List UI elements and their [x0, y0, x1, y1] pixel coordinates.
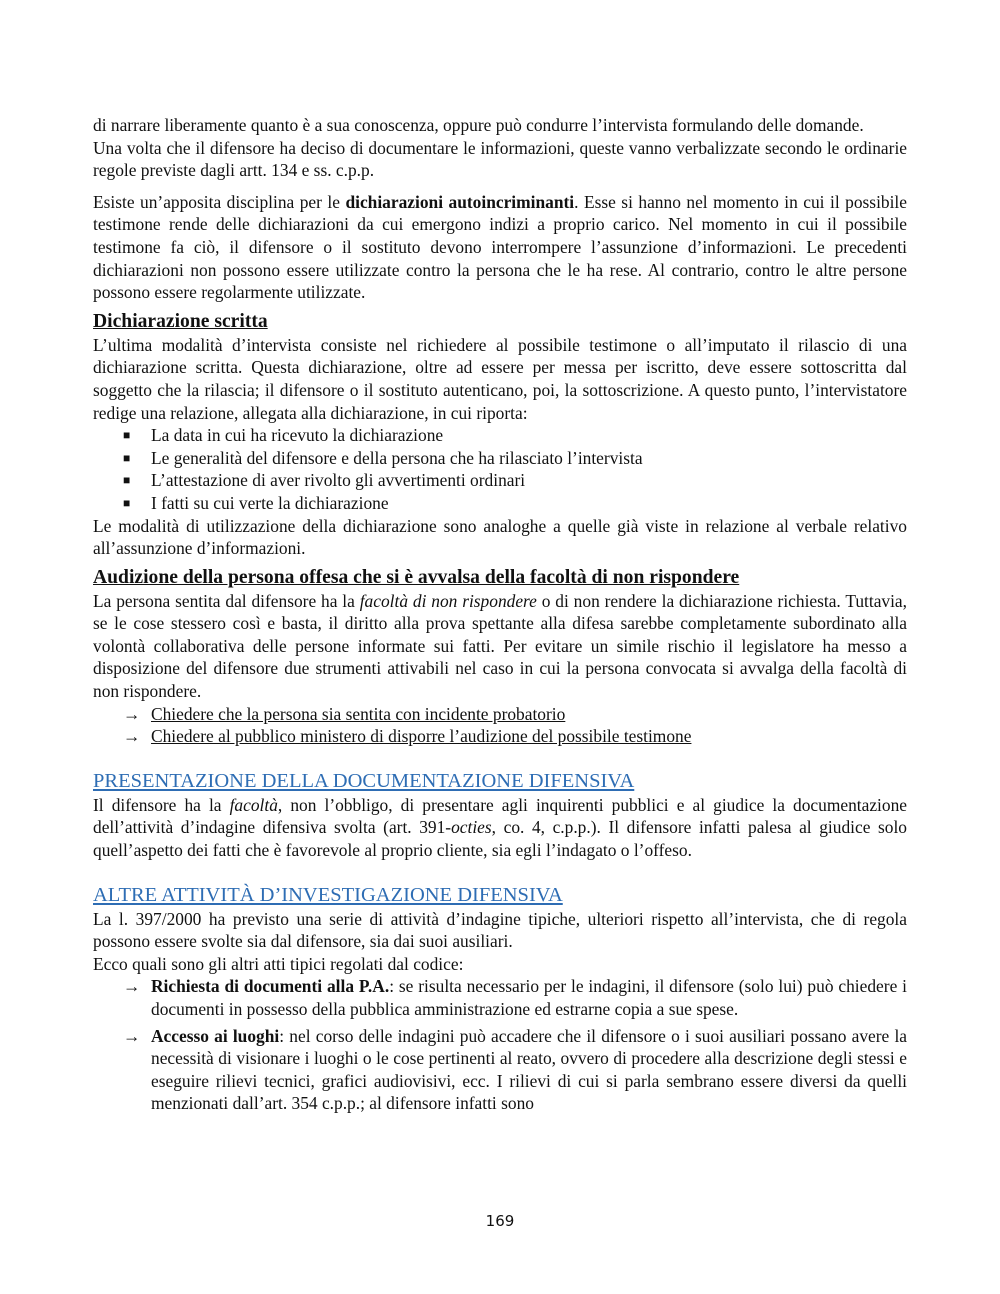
list-item: → Accesso ai luoghi: nel corso delle indagini può accadere che il difensore o i suoi ausiliari possano avere la necessità di visionare i luoghi o le cose pertinenti al reato, ovvero di procedere alla descrizione degli stessi e eseguire rilievi tecnici, grafici audiovisivi, ecc. I rilievi di cui si parla sembrano essere diversi da quelli menzionati dall’art. 354 c.p.p.; al difensore infatti sono	[123, 1025, 907, 1114]
list-item: ■ La data in cui ha ricevuto la dichiarazione	[123, 425, 444, 446]
arrow-icon: →	[123, 1025, 141, 1046]
audizione-paragraph: La persona sentita dal difensore ha la facoltà di non rispondere o di non rendere la dichiarazione richiesta. Tuttavia, se le cose stessero così e basta, il diritto alla prova spettante alla difesa sarebbe completamente subordinato alla volontà collaborativa delle persone informate sui fatti. Per evitare un simile rischio il legislatore ha messo a disposizione del difensore due strumenti attivabili nel caso in cui la persona convocata si avvalga della facoltà di non rispondere.	[93, 590, 907, 702]
page-number: 169	[485, 1212, 515, 1230]
audizione-heading: Audizione della persona offesa che si è avvalsa della facoltà di non rispondere	[93, 566, 740, 588]
intro-paragraph-2: Una volta che il difensore ha deciso di documentare le informazioni, queste vanno verbalizzate secondo le ordinarie regole previste dagli artt. 134 e ss. c.p.p.	[93, 137, 907, 181]
dichiarazione-heading: Dichiarazione scritta	[93, 310, 268, 332]
list-item: ■ Le generalità del difensore e della persona che ha rilasciato l’intervista	[123, 447, 643, 468]
autoincriminanti-term: dichiarazioni autoincriminanti	[345, 191, 575, 212]
altre-paragraph-2: Ecco quali sono gli altri atti tipici regolati dal codice:	[93, 953, 464, 974]
square-bullet-icon: ■	[123, 428, 131, 443]
dichiarazione-paragraph: L’ultima modalità d’intervista consiste nel richiedere al possibile testimone o all’imputato il rilascio di una dichiarazione scritta. Questa dichiarazione, oltre ad essere per messa per iscritto, deve essere sottoscritta dal soggetto che la rilascia; il difensore o il sostituto autenticano, poi, la sottoscrizione. A questo punto, l’intervistatore redige una relazione, allegata alla dichiarazione, in cui riporta:	[93, 334, 907, 423]
list-item: ■ I fatti su cui verte la dichiarazione	[123, 492, 389, 513]
list-item: ■ L’attestazione di aver rivolto gli avvertimenti ordinari	[123, 470, 526, 491]
square-bullet-icon: ■	[123, 473, 131, 488]
arrow-icon: →	[123, 703, 141, 724]
list-item: → Chiedere al pubblico ministero di disporre l’audizione del possibile testimone	[123, 726, 692, 747]
list-item: → Chiedere che la persona sia sentita con incidente probatorio	[123, 703, 566, 724]
facolta-term: facoltà di non rispondere	[359, 590, 537, 611]
altre-paragraph-1: La l. 397/2000 ha previsto una serie di attività d’indagine tipiche, ulteriori rispetto all’intervista, che di regola possono essere svolte sia dal difensore, sia dai suoi ausiliari.	[93, 908, 907, 952]
intro-paragraph-1: di narrare liberamente quanto è a sua conoscenza, oppure può condurre l’intervista formulando delle domande.	[93, 115, 864, 135]
dichiarazione-closing: Le modalità di utilizzazione della dichiarazione sono analoghe a quelle già viste in relazione al verbale relativo all’assunzione d’informazioni.	[93, 515, 907, 559]
autoincriminanti-paragraph: Esiste un’apposita disciplina per le dichiarazioni autoincriminanti. Esse si hanno nel momento in cui il possibile testimone rende delle dichiarazioni da cui emergono indizi a proprio carico. Nel momento in cui il possibile testimone fa ciò, il difensore o il sostituto devono interrompere l’assunzione d’informazioni. Le precedenti dichiarazioni non possono essere utilizzate contro la persona che le ha rese. Al contrario, contro le altre persone possono essere regolarmente utilizzate.	[93, 191, 907, 303]
dichiarazione-list	[93, 424, 907, 514]
arrow-icon: →	[123, 976, 141, 997]
altre-attivita-heading: ALTRE ATTIVITÀ D’INVESTIGAZIONE DIFENSIVA	[93, 883, 563, 906]
document-page	[93, 114, 907, 1115]
arrow-icon: →	[123, 726, 141, 747]
list-item: → Richiesta di documenti alla P.A.: se risulta necessario per le indagini, il difensore (solo lui) può chiedere i documenti in possesso della pubblica amministrazione ed estrarne copia a sue spese.	[123, 976, 907, 1019]
altre-list	[93, 975, 907, 1115]
square-bullet-icon: ■	[123, 450, 131, 465]
square-bullet-icon: ■	[123, 495, 131, 510]
audizione-list	[93, 703, 907, 748]
presentazione-paragraph: Il difensore ha la facoltà, non l’obbligo, di presentare agli inquirenti pubblici e al giudice la documentazione dell’attività d’indagine difensiva svolta (art. 391-octies, co. 4, c.p.p.). Il difensore infatti palesa al giudice solo quell’aspetto dei fatti che è favorevole al proprio cliente, sia egli l’indagato o l’offeso.	[93, 794, 907, 861]
presentazione-heading: PRESENTAZIONE DELLA DOCUMENTAZIONE DIFENSIVA	[93, 769, 635, 792]
